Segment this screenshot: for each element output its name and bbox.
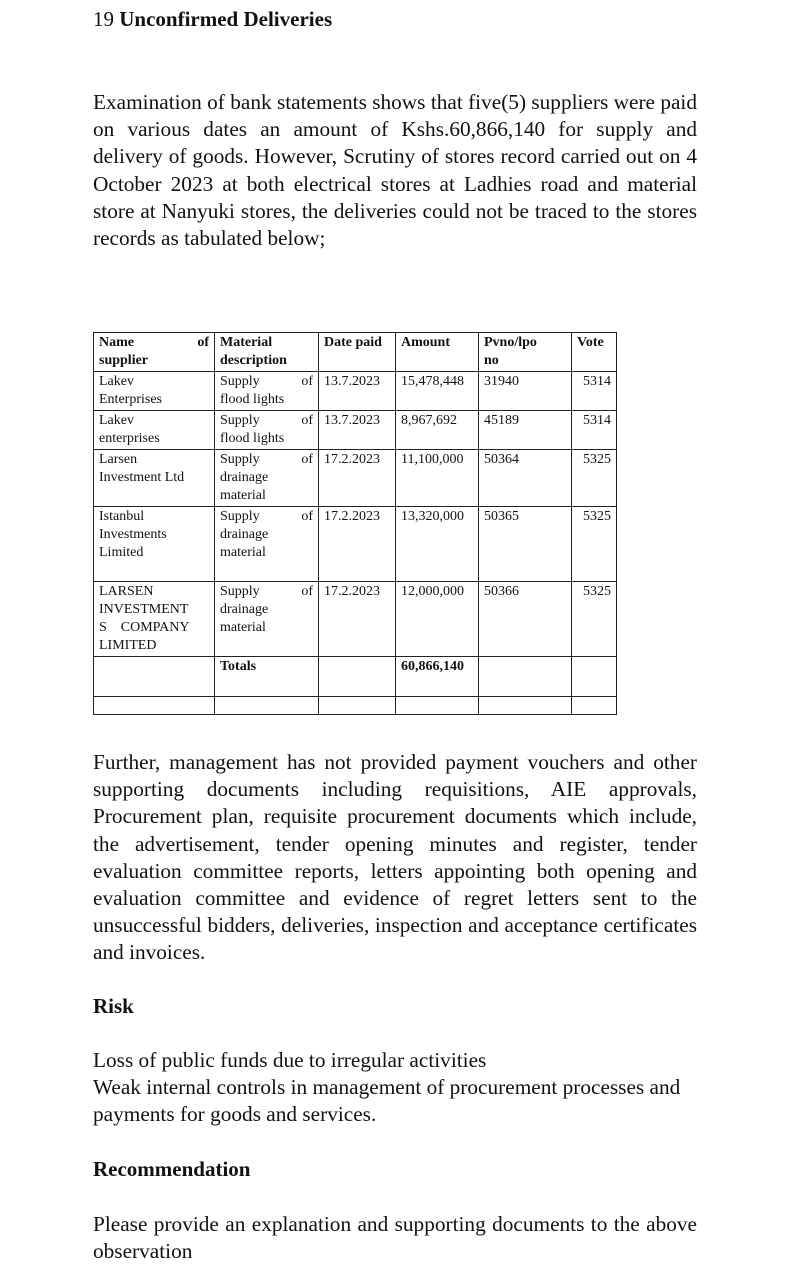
pvno: 45189 (479, 411, 572, 450)
pvno: 50366 (479, 582, 572, 657)
table-row (94, 582, 617, 657)
section-title: Unconfirmed Deliveries (119, 7, 333, 31)
table-header-row (94, 333, 617, 372)
totals-amount: 60,866,140 (396, 657, 479, 697)
amount: 13,320,000 (396, 507, 479, 582)
risk-text (93, 1047, 713, 1128)
risk-line-2: Weak internal controls in management of procurement processes and payments for goods and services. (93, 1075, 681, 1126)
empty-row (94, 697, 617, 715)
header-vote: Vote (572, 333, 617, 372)
material-description: Supply of drainage material (215, 582, 319, 657)
pvno: 50364 (479, 450, 572, 507)
amount: 8,967,692 (396, 411, 479, 450)
supplier-name: Lakev enterprises (94, 411, 215, 450)
vote: 5325 (572, 450, 617, 507)
empty-cell (319, 657, 396, 697)
risk-heading: Risk (93, 994, 134, 1018)
empty-cell (396, 697, 479, 715)
vote: 5314 (572, 411, 617, 450)
empty-cell (319, 697, 396, 715)
vote: 5314 (572, 372, 617, 411)
date-paid: 17.2.2023 (319, 450, 396, 507)
pvno: 31940 (479, 372, 572, 411)
empty-cell (94, 657, 215, 697)
deliveries-table (93, 332, 617, 715)
material-description: Supply of drainage material (215, 507, 319, 582)
date-paid: 13.7.2023 (319, 372, 396, 411)
empty-cell (479, 657, 572, 697)
recommendation-heading: Recommendation (93, 1157, 251, 1181)
empty-cell (572, 657, 617, 697)
header-date-paid: Date paid (319, 333, 396, 372)
vote: 5325 (572, 507, 617, 582)
header-name-supplier: Name of supplier (94, 333, 215, 372)
section-heading (93, 7, 332, 32)
vote: 5325 (572, 582, 617, 657)
recommendation-text: Please provide an explanation and supporting documents to the above observation (93, 1212, 697, 1264)
supplier-name: Larsen Investment Ltd (94, 450, 215, 507)
material-description: Supply of flood lights (215, 372, 319, 411)
section-number: 19 (93, 7, 114, 31)
empty-cell (572, 697, 617, 715)
supplier-name: Istanbul Investments Limited (94, 507, 215, 582)
material-description: Supply of drainage material (215, 450, 319, 507)
table-row (94, 411, 617, 450)
amount: 12,000,000 (396, 582, 479, 657)
table-row (94, 507, 617, 582)
supplier-name: Lakev Enterprises (94, 372, 215, 411)
amount: 11,100,000 (396, 450, 479, 507)
totals-row (94, 657, 617, 697)
amount: 15,478,448 (396, 372, 479, 411)
pvno: 50365 (479, 507, 572, 582)
date-paid: 13.7.2023 (319, 411, 396, 450)
findings-paragraph: Further, management has not provided payment vouchers and other supporting documents including requisitions, AIE approvals, Procurement plan, requisite procurement documents which include, the advertisement, tender opening minutes and register, tender evaluation committee reports, letters appointing both opening and evaluation committee and evidence of regret letters sent to the unsuccessful bidders, deliveries, inspection and acceptance certificates and invoices. (93, 750, 697, 965)
empty-cell (94, 697, 215, 715)
risk-line-1: Loss of public funds due to irregular activities (93, 1048, 487, 1072)
date-paid: 17.2.2023 (319, 582, 396, 657)
table-row (94, 450, 617, 507)
header-material-description: Material description (215, 333, 319, 372)
totals-label: Totals (215, 657, 319, 697)
empty-cell (215, 697, 319, 715)
supplier-name: LARSEN INVESTMENT S COMPANY LIMITED (94, 582, 215, 657)
intro-paragraph: Examination of bank statements shows that five(5) suppliers were paid on various dates an amount of Kshs.60,866,140 for supply and delivery of goods. However, Scrutiny of stores record carried out on 4 October 2023 at both electrical stores at Ladhies road and material store at Nanyuki stores, the deliveries could not be traced to the stores records as tabulated below; (93, 90, 697, 251)
header-pvno: Pvno/lpo no (479, 333, 572, 372)
header-amount: Amount (396, 333, 479, 372)
empty-cell (479, 697, 572, 715)
material-description: Supply of flood lights (215, 411, 319, 450)
date-paid: 17.2.2023 (319, 507, 396, 582)
table-row (94, 372, 617, 411)
